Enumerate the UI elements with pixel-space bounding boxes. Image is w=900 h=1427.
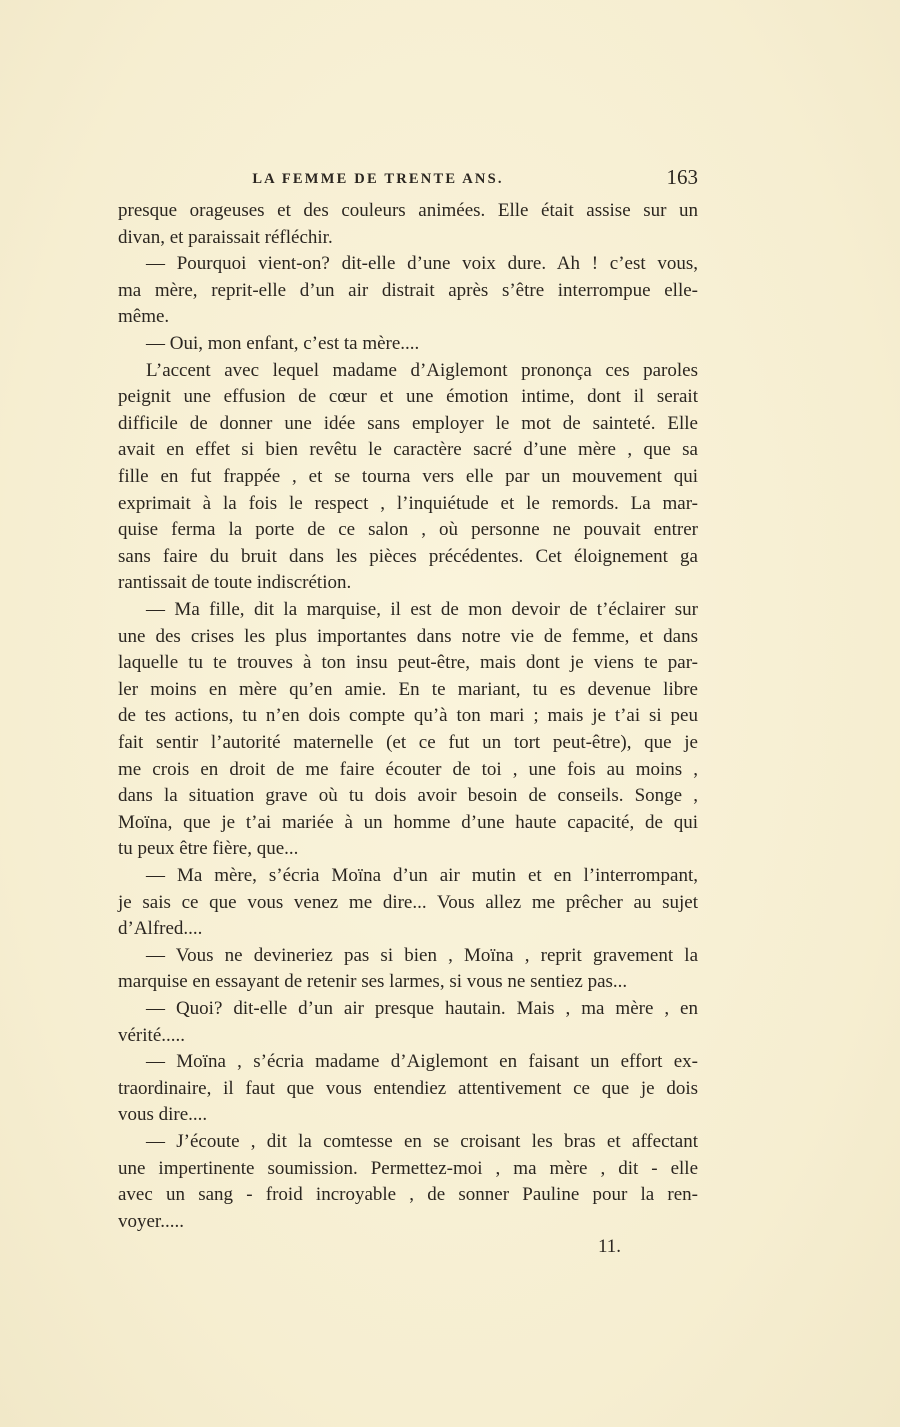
text-line: presque orageuses et des couleurs animées. Elle était assise sur un bbox=[118, 200, 698, 221]
text-line: Moïna, que je t’ai mariée à un homme d’une haute capacité, de qui bbox=[118, 811, 698, 833]
text-line: je sais ce que vous venez me dire... Vous allez me prêcher au sujet bbox=[118, 891, 698, 913]
text-line: quise ferma la porte de ce salon , où personne ne pouvait entrer bbox=[118, 519, 698, 541]
text-line: dans la situation grave où tu dois avoir besoin de conseils. Songe , bbox=[118, 785, 698, 807]
text-line: peignit une effusion de cœur et une émotion intime, dont il serait bbox=[118, 386, 698, 408]
signature-mark: 11. bbox=[598, 1236, 622, 1257]
text-line: L’accent avec lequel madame d’Aiglemont prononça ces paroles bbox=[146, 359, 698, 381]
text-line: — Pourquoi vient-on? dit-elle d’une voix dure. Ah ! c’est vous, bbox=[146, 253, 698, 275]
text-line: rantissait de toute indiscrétion. bbox=[118, 572, 352, 594]
text-line: — Oui, mon enfant, c’est ta mère.... bbox=[146, 333, 420, 354]
text-line: — Vous ne devineriez pas si bien , Moïna , reprit gravement la bbox=[146, 944, 698, 966]
running-title: LA FEMME DE TRENTE ANS. bbox=[252, 171, 504, 187]
text-line: difficile de donner une idée sans employer le mot de sainteté. Elle bbox=[118, 412, 698, 434]
text-line: une impertinente soumission. Permettez-moi , ma mère , dit - elle bbox=[118, 1157, 698, 1179]
text-line: même. bbox=[118, 306, 170, 328]
text-line: vous dire.... bbox=[118, 1104, 208, 1126]
text-line: une des crises les plus importantes dans notre vie de femme, et dans bbox=[118, 625, 698, 647]
text-line: de tes actions, tu n’en dois compte qu’à ton mari ; mais je t’ai si peu bbox=[118, 705, 698, 727]
text-line: laquelle tu te trouves à ton insu peut-être, mais dont je viens te par- bbox=[118, 652, 698, 674]
text-line: me crois en droit de me faire écouter de toi , une fois au moins , bbox=[118, 758, 698, 780]
text-line: divan, et paraissait réfléchir. bbox=[118, 226, 333, 248]
page-header bbox=[118, 166, 698, 192]
text-line: marquise en essayant de retenir ses larmes, si vous ne sentiez pas... bbox=[118, 971, 628, 993]
text-line: — Ma fille, dit la marquise, il est de mon devoir de t’éclairer sur bbox=[146, 599, 698, 620]
text-line: avait en effet si bien revêtu le caractère sacré d’une mère , que sa bbox=[118, 439, 698, 461]
text-line: ler moins en mère qu’en amie. En te mariant, tu es devenue libre bbox=[118, 678, 698, 700]
text-line: tu peux être fière, que... bbox=[118, 838, 299, 860]
text-line: — Moïna , s’écria madame d’Aiglemont en faisant un effort ex- bbox=[146, 1051, 698, 1073]
page-number: 163 bbox=[666, 165, 698, 189]
text-line: voyer..... bbox=[118, 1210, 184, 1232]
text-line: fait sentir l’autorité maternelle (et ce fut un tort peut-être), que je bbox=[118, 732, 698, 753]
text-line: ma mère, reprit-elle d’un air distrait après s’être interrompue elle- bbox=[118, 279, 698, 301]
text-line: vérité..... bbox=[118, 1024, 186, 1046]
text-line: d’Alfred.... bbox=[118, 918, 203, 940]
text-line: fille en fut frappée , et se tourna vers elle par un mouvement qui bbox=[118, 466, 698, 487]
text-line: — Quoi? dit-elle d’un air presque hautain. Mais , ma mère , en bbox=[146, 998, 698, 1019]
text-line: traordinaire, il faut que vous entendiez attentivement ce que je dois bbox=[118, 1077, 698, 1099]
text-line: sans faire du bruit dans les pièces précédentes. Cet éloignement ga bbox=[118, 545, 698, 567]
text-line: — Ma mère, s’écria Moïna d’un air mutin et en l’interrompant, bbox=[146, 865, 698, 886]
text-line: avec un sang - froid incroyable , de sonner Pauline pour la ren- bbox=[118, 1184, 698, 1206]
text-line: exprimait à la fois le respect , l’inquiétude et le remords. La mar- bbox=[118, 492, 698, 514]
text-line: — J’écoute , dit la comtesse en se croisant les bras et affectant bbox=[146, 1131, 698, 1152]
